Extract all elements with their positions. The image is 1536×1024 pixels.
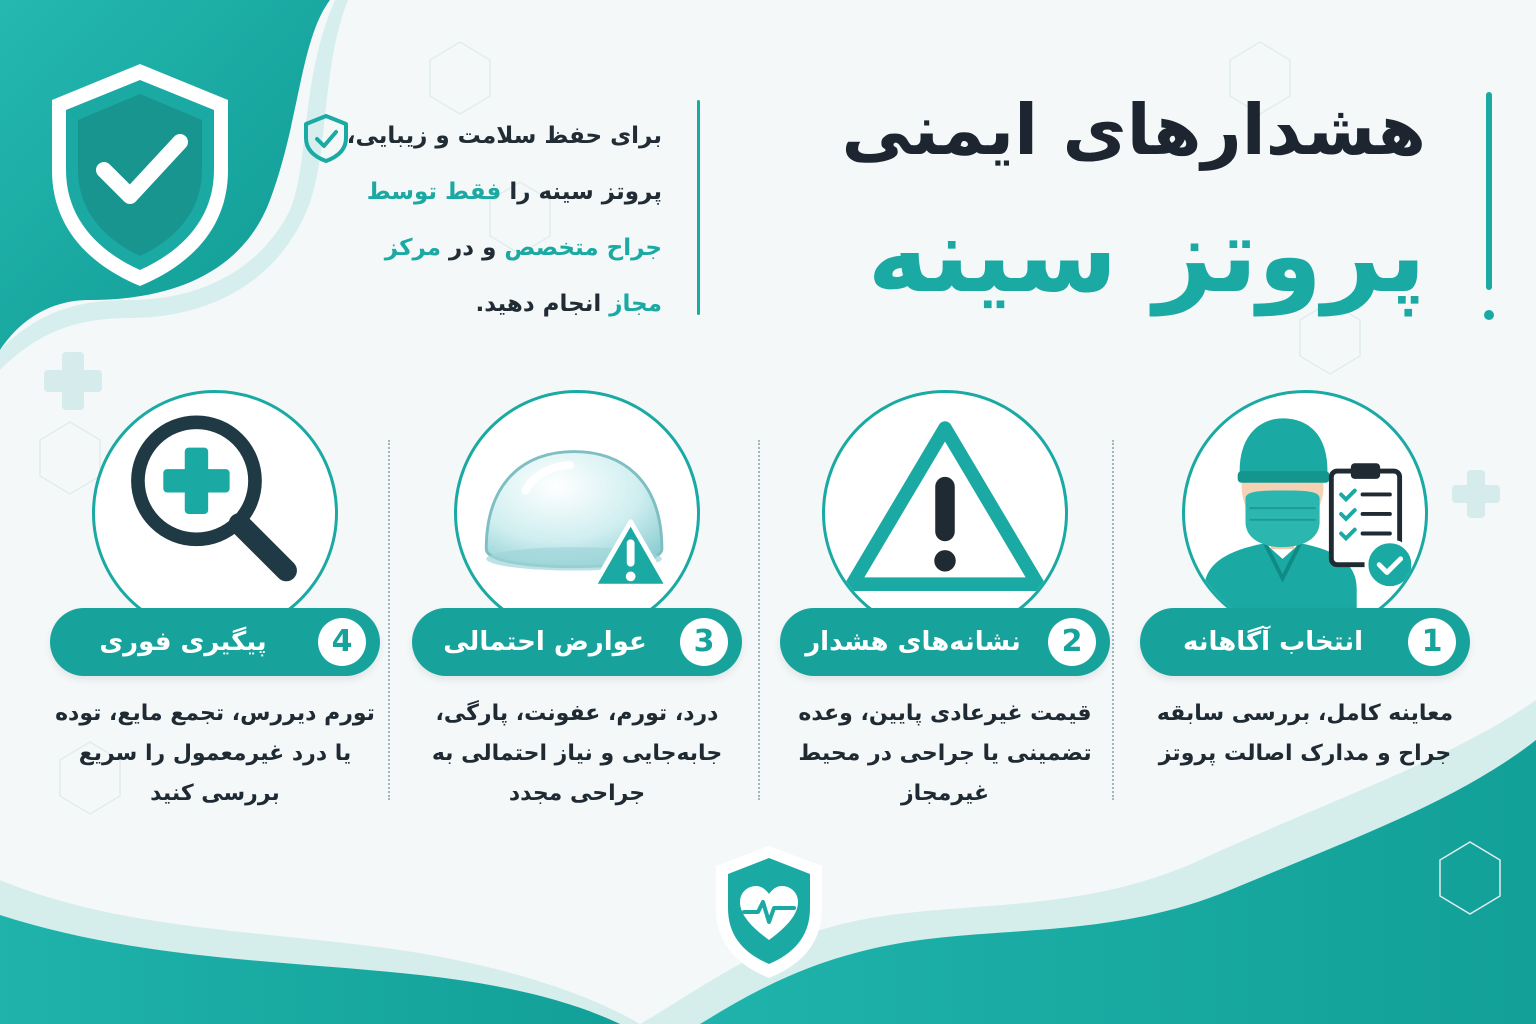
intro-highlight-surgeon: جراح متخصص (504, 235, 662, 261)
column-separator (388, 440, 390, 800)
heart-pulse-shield-icon (710, 842, 828, 982)
step-3-description: درد، تورم، عفونت، پارگی، جابه‌جایی و نیاز احتمالی به جراحی مجدد (431, 701, 723, 806)
step-2-header (780, 608, 1110, 676)
step-2-number: 2 (1048, 618, 1096, 666)
intro-note (290, 100, 700, 320)
page-title: هشدارهای ایمنی (841, 89, 1426, 171)
step-3-header (412, 608, 742, 676)
intro-line-3-text: و در (441, 235, 505, 261)
step-4-icon-circle (92, 390, 338, 636)
intro-line-2 (332, 164, 662, 220)
step-3-title: عوارض احتمالی (443, 627, 647, 657)
step-2-description: قیمت غیرعادی پایین، وعده تضمینی یا جراحی در محیط غیرمجاز (798, 701, 1092, 806)
column-separator (758, 440, 760, 800)
magnifier-cross-icon (95, 393, 335, 633)
step-1-description: معاینه کامل، بررسی سابقه جراح و مدارک اصالت پروتز (1156, 701, 1454, 766)
page-subtitle: پروتز سینه (867, 194, 1426, 316)
title-exclamation-bar (1484, 92, 1492, 330)
title-block (772, 80, 1492, 330)
intro-line-4-text: انجام دهید. (475, 291, 610, 317)
step-card-3 (412, 378, 742, 838)
step-card-1 (1140, 378, 1470, 838)
column-separator (1112, 440, 1114, 800)
step-4-title: پیگیری فوری (99, 627, 267, 657)
step-1-title: انتخاب آگاهانه (1182, 627, 1364, 657)
intro-text (332, 108, 662, 332)
intro-highlight-only-by: فقط توسط (366, 179, 502, 205)
step-1-icon-circle (1182, 390, 1428, 636)
warning-triangle-icon (825, 393, 1065, 633)
step-3-number: 3 (680, 618, 728, 666)
intro-divider (697, 100, 700, 315)
exclamation-dot (1484, 310, 1494, 320)
intro-highlight-licensed: مجاز (609, 291, 662, 317)
step-4-header (50, 608, 380, 676)
step-3-icon-circle (454, 390, 700, 636)
step-1-number: 1 (1408, 618, 1456, 666)
intro-line-2-text: پروتز سینه را (501, 179, 662, 205)
step-4-number: 4 (318, 618, 366, 666)
intro-highlight-center: مرکز (384, 235, 442, 261)
shield-check-icon (42, 60, 238, 290)
intro-line-3 (332, 220, 662, 276)
step-1-header (1140, 608, 1470, 676)
intro-line-4 (332, 276, 662, 332)
step-4-description: تورم دیررس، تجمع مایع، توده یا درد غیرمعمول را سریع بررسی کنید (55, 701, 375, 806)
intro-line-1: برای حفظ سلامت و زیبایی، (346, 123, 662, 149)
surgeon-clipboard-icon (1185, 393, 1425, 633)
step-card-4 (50, 378, 380, 838)
exclamation-stem (1486, 92, 1492, 290)
step-2-title: نشانه‌های هشدار (805, 627, 1021, 657)
step-2-icon-circle (822, 390, 1068, 636)
step-card-2 (780, 378, 1110, 838)
implant-warning-icon (457, 393, 697, 633)
